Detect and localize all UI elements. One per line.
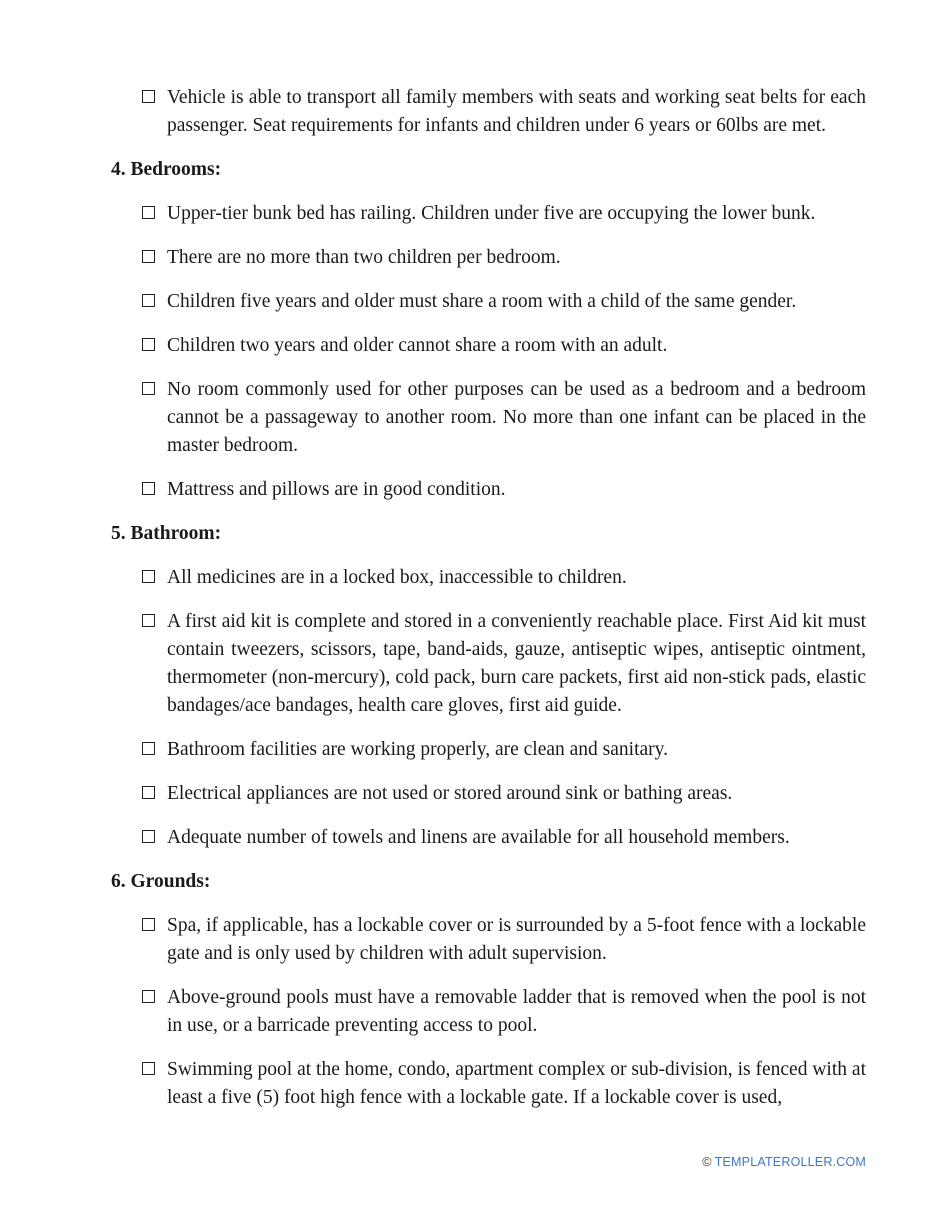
checkbox[interactable]	[142, 570, 155, 583]
checkbox[interactable]	[142, 250, 155, 263]
checklist-item-text: No room commonly used for other purposes can be used as a bedroom and a bedroom cannot be a passageway to another room. No more than one infant can be placed in the master bedroom.	[167, 379, 866, 456]
checkbox[interactable]	[142, 90, 155, 103]
checklist-item	[111, 736, 866, 764]
checkbox[interactable]	[142, 338, 155, 351]
checkbox[interactable]	[142, 918, 155, 931]
section-heading: 5. Bathroom:	[111, 523, 222, 544]
checkbox[interactable]	[142, 990, 155, 1003]
section-heading: 4. Bedrooms:	[111, 159, 222, 180]
checklist-item-text: Children five years and older must share a room with a child of the same gender.	[167, 291, 797, 312]
checkbox[interactable]	[142, 294, 155, 307]
checklist-item-text: Children two years and older cannot share a room with an adult.	[167, 335, 668, 356]
checklist	[111, 564, 866, 852]
checklist-item	[111, 984, 866, 1040]
checklist-item	[111, 200, 866, 228]
checklist-item	[111, 564, 866, 592]
checklist-item	[111, 288, 866, 316]
checklist-item	[111, 912, 866, 968]
checklist-item	[111, 244, 866, 272]
templateroller-link[interactable]: TEMPLATEROLLER.COM	[714, 1155, 866, 1169]
checklist-item-text: Spa, if applicable, has a lockable cover or is surrounded by a 5-foot fence with a lockable gate and is only used by children with adult supervision.	[167, 915, 866, 964]
checklist	[111, 84, 866, 140]
checklist-item-text: Electrical appliances are not used or stored around sink or bathing areas.	[167, 783, 733, 804]
checklist-item-text: There are no more than two children per bedroom.	[167, 247, 561, 268]
checkbox[interactable]	[142, 614, 155, 627]
checklist-item-text: Mattress and pillows are in good condition.	[167, 479, 506, 500]
checklist-item	[111, 332, 866, 360]
checkbox[interactable]	[142, 206, 155, 219]
checklist-item	[111, 1056, 866, 1112]
checklist-item-text: All medicines are in a locked box, inaccessible to children.	[167, 567, 627, 588]
checklist-item-text: Swimming pool at the home, condo, apartment complex or sub-division, is fenced with at least a five (5) foot high fence with a lockable gate. If a lockable cover is used,	[167, 1059, 866, 1108]
checkbox[interactable]	[142, 482, 155, 495]
checkbox[interactable]	[142, 742, 155, 755]
checklist-item	[111, 608, 866, 720]
checklist-item-text: Bathroom facilities are working properly, are clean and sanitary.	[167, 739, 669, 760]
checklist-item	[111, 476, 866, 504]
checkbox[interactable]	[142, 382, 155, 395]
checkbox[interactable]	[142, 830, 155, 843]
footer-watermark	[702, 1155, 866, 1169]
checkbox[interactable]	[142, 786, 155, 799]
checklist-item-text: Above-ground pools must have a removable ladder that is removed when the pool is not in use, or a barricade preventing access to pool.	[167, 987, 866, 1036]
checkbox[interactable]	[142, 1062, 155, 1075]
checklist-item	[111, 824, 866, 852]
checklist-item-text: Upper-tier bunk bed has railing. Children under five are occupying the lower bunk.	[167, 203, 816, 224]
checklist-item	[111, 84, 866, 140]
checklist-item-text: Vehicle is able to transport all family members with seats and working seat belts for each passenger. Seat requirements for infants and children under 6 years or 60lbs are met.	[167, 87, 866, 136]
checklist-item-text: Adequate number of towels and linens are available for all household members.	[167, 827, 790, 848]
checklist-content	[111, 84, 866, 1128]
checklist-item-text: A first aid kit is complete and stored in a conveniently reachable place. First Aid kit must contain tweezers, scissors, tape, band-aids, gauze, antiseptic wipes, antiseptic ointment, thermometer (non-mercury), cold pack, burn care packets, first aid non-stick pads, elastic bandages/ace bandages, health care gloves, first aid guide.	[167, 611, 866, 716]
checklist	[111, 912, 866, 1112]
copyright-symbol: ©	[702, 1155, 712, 1169]
checklist-item	[111, 780, 866, 808]
section-heading: 6. Grounds:	[111, 871, 211, 892]
checklist-item	[111, 376, 866, 460]
checklist	[111, 200, 866, 504]
